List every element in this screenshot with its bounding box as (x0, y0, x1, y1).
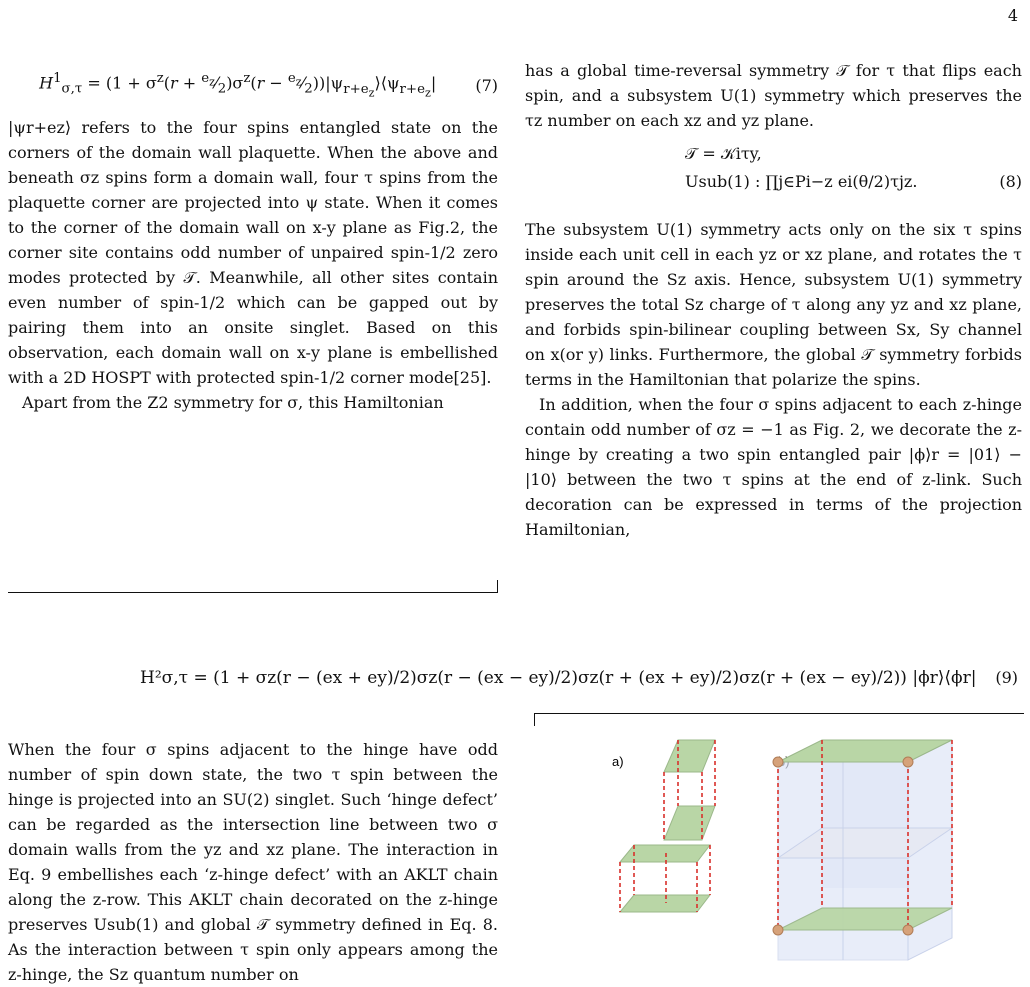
column-end-rule (8, 592, 498, 593)
left-column (8, 58, 498, 415)
top-box-top-face (664, 740, 715, 772)
corner-sphere (903, 757, 913, 767)
bottom-left-column (8, 737, 498, 984)
page-number: 4 (1007, 6, 1018, 25)
corner-sphere (903, 925, 913, 935)
equation-9-number: (9) (995, 668, 1018, 687)
right-column (525, 58, 1022, 542)
panel-a-top-box (664, 740, 715, 840)
column-end-rule-tick (497, 580, 498, 593)
equation-7-number: (7) (475, 76, 498, 96)
equation-7 (8, 66, 498, 105)
equation-9 (0, 650, 1030, 710)
panel-b-cube (773, 740, 952, 960)
right-paragraph-1: has a global time-reversal symmetry 𝒯 for τ that flips each spin, and a subsystem U(1) symmetry which preserves the τz number on each xz and yz plane. (525, 61, 1022, 130)
figure-label-a: a) (612, 754, 624, 769)
paragraph-2: |ψr+ez⟩ refers to the four spins entangled state on the corners of the domain wall plaquette. When the above and beneath σz spins form a domain wall, four τ spins from the plaquette corner are projected into ψ state. When it comes to the corner of the domain wall on x-y plane as Fig.2, the corner site contains odd number of unpaired spin-1/2 zero modes protected by 𝒯. Meanwhile, all other sites contain even number of spin-1/2 which can be gapped out by pairing them into an onsite singlet. Based on this observation, each domain wall on x-y plane is embellished with a 2D HOSPT with protected spin-1/2 corner mode[25]. (8, 118, 498, 388)
right-paragraph-3: In addition, when the four σ spins adjacent to each z-hinge contain odd number of σz = −1 as Fig. 2, we decorate the z-hinge by creating a two spin entangled pair |ϕ⟩r = |01⟩ − |10⟩ between the two τ spins at the end of z-link. Such decoration can be expressed in terms of the projection Hamiltonian, (525, 395, 1022, 539)
equation-8 (525, 139, 1022, 209)
column-start-rule (534, 713, 1024, 714)
figure-2 (600, 740, 1020, 965)
corner-sphere (773, 757, 783, 767)
column-start-rule-tick (534, 713, 535, 726)
equation-8-line-1: 𝒯 = 𝒦iτy, (685, 144, 762, 163)
right-paragraph-2: The subsystem U(1) symmetry acts only on the six τ spins inside each unit cell in each yz or xz plane, and rotates the τ spin around the Sz axis. Hence, subsystem U(1) symmetry preserves the total Sz charge of τ along any yz and xz plane, and forbids spin-bilinear coupling between Sx, Sy channel on x(or y) links. Furthermore, the global 𝒯 symmetry forbids terms in the Hamiltonian that polarize the spins. (525, 220, 1022, 389)
top-box-bottom-face (664, 806, 715, 840)
bottom-paragraph: When the four σ spins adjacent to the hinge have odd number of spin down state, the two τ spin between the hinge is projected into an SU(2) singlet. Such ‘hinge defect’ can be regarded as the intersection line between two σ domain walls from the yz and xz plane. The interaction in Eq. 9 embellishes each ‘z-hinge defect’ with an AKLT chain along the z-row. This AKLT chain decorated on the z-hinge preserves Usub(1) and global 𝒯 symmetry defined in Eq. 8. As the interaction between τ spin only appears among the z-hinge, the Sz quantum number on (8, 740, 498, 984)
corner-sphere (773, 925, 783, 935)
equation-8-line-2: Usub(1) : ∏j∈Pi−z ei(θ/2)τjz. (685, 172, 918, 191)
panel-a-bottom-box (620, 845, 710, 912)
equation-8-number: (8) (999, 172, 1022, 191)
equation-9-body: H²σ,τ = (1 + σz(r − (ex + ey)/2)σz(r − (ex − ey)/2)σz(r + (ex + ey)/2)σz(r + (ex − ey)/2)) |ϕr⟩⟨ϕr| (140, 668, 977, 688)
equation-7-body: $H^1_{\sigma,\tau} = (1 + \sigma^z(r$ + $^{e_z}⁄_2)\sigma^z(r$ − $^{e_z}⁄_2))|\psi_{r+e_z}⟩⟨\psi_{r+e_z}|$ (39, 71, 437, 100)
paragraph-3: Apart from the Z2 symmetry for σ, this Hamiltonian (22, 393, 444, 413)
